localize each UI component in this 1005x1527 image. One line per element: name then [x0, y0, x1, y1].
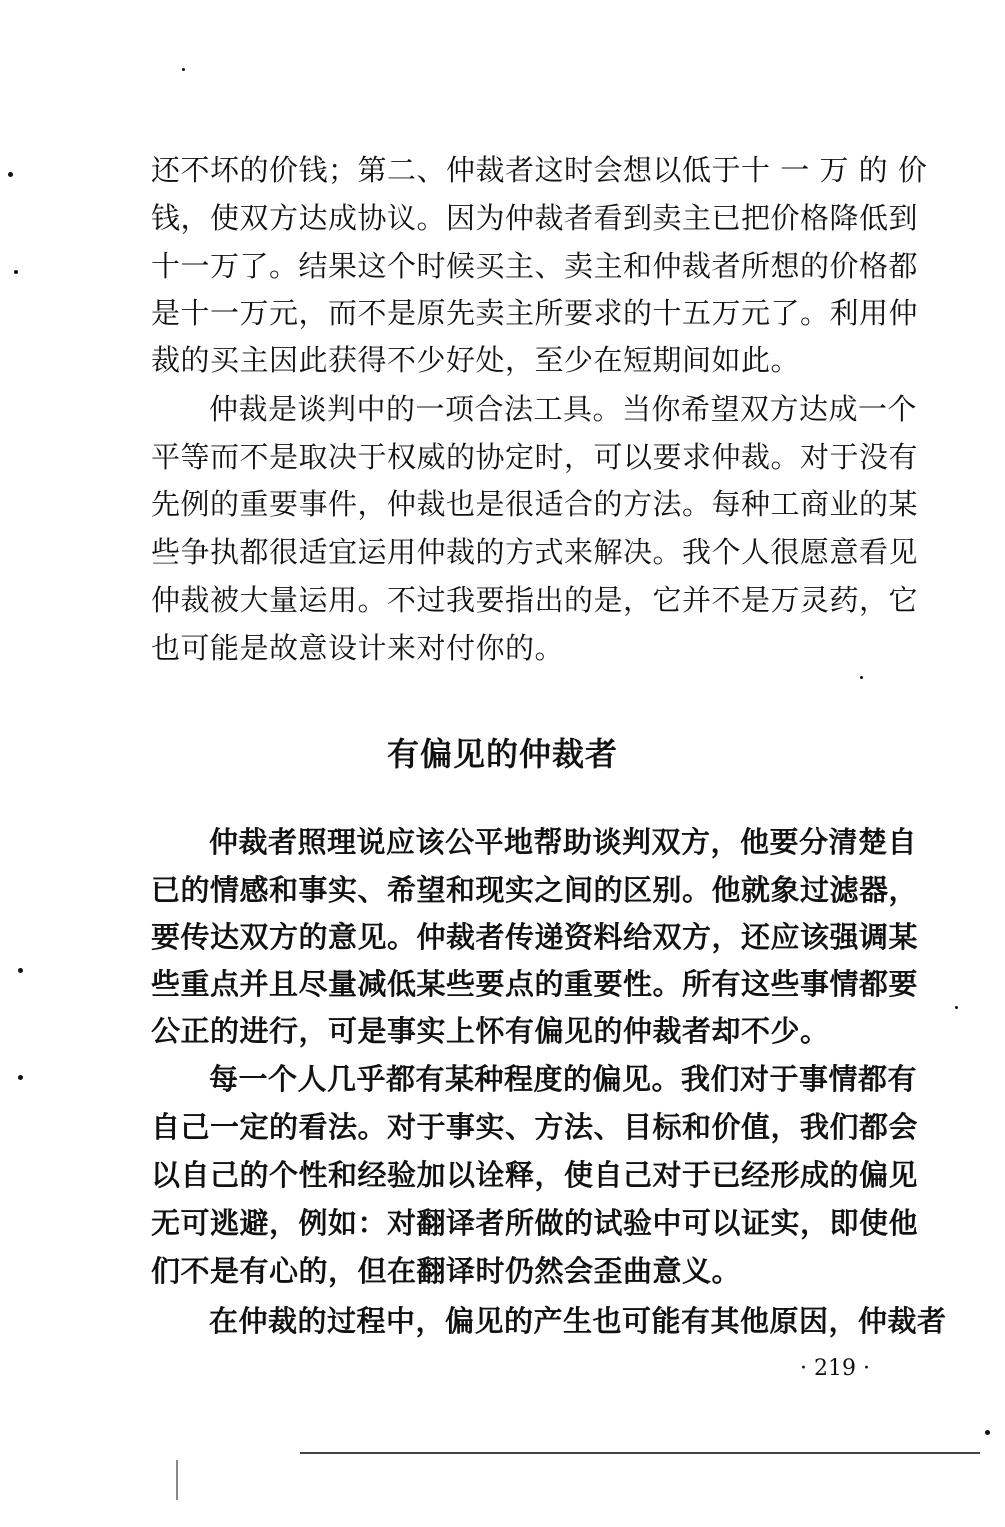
scan-speck: [14, 270, 18, 274]
text-line: 已的情感和事实、希望和现实之间的区别。他就象过滤器，: [151, 873, 919, 907]
scan-speck: [18, 1075, 23, 1080]
text-line: 仲裁者照理说应该公平地帮助谈判双方，他要分清楚自: [209, 825, 918, 859]
text-line: 每一个人几乎都有某种程度的偏见。我们对于事情都有: [209, 1062, 918, 1096]
scan-speck: [182, 68, 185, 71]
text-line: 裁的买主因此获得不少好处，至少在短期间如此。: [151, 343, 801, 377]
text-line: 先例的重要事件，仲裁也是很适合的方法。每种工商业的某: [151, 487, 919, 521]
text-line: 仲裁是谈判中的一项合法工具。当你希望双方达成一个: [209, 392, 918, 426]
page-number: · 219 ·: [800, 1356, 870, 1381]
text-line: 仲裁被大量运用。不过我要指出的是，它并不是万灵药，它: [151, 583, 919, 617]
text-line: 平等而不是取决于权威的协定时，可以要求仲裁。对于没有: [151, 440, 919, 474]
text-line: 还不坏的价钱；第二、仲裁者这时会想以低于十 一 万 的 价: [151, 153, 928, 187]
text-line: 公正的进行，可是事实上怀有偏见的仲裁者却不少。: [151, 1014, 830, 1048]
bottom-rule: [300, 1452, 980, 1454]
text-line: 十一万了。结果这个时候买主、卖主和仲裁者所想的价格都: [151, 249, 919, 283]
scan-speck: [8, 172, 13, 177]
scan-mark: [176, 1460, 178, 1500]
scan-speck: [955, 1006, 958, 1009]
text-line: 也可能是故意设计来对付你的。: [151, 631, 565, 665]
text-line: 们不是有心的，但在翻译时仍然会歪曲意义。: [151, 1254, 742, 1288]
section-title: 有偏见的仲裁者: [386, 735, 618, 773]
text-line: 自己一定的看法。对于事实、方法、目标和价值，我们都会: [151, 1110, 919, 1144]
text-line: 在仲裁的过程中，偏见的产生也可能有其他原因，仲裁者: [209, 1304, 947, 1338]
scan-speck: [860, 676, 863, 679]
text-line: 钱，使双方达成协议。因为仲裁者看到卖主已把价格降低到: [151, 201, 919, 235]
text-line: 要传达双方的意见。仲裁者传递资料给双方，还应该强调某: [151, 920, 919, 954]
text-line: 无可逃避，例如：对翻译者所做的试验中可以证实，即使他: [151, 1206, 919, 1240]
scan-speck: [18, 968, 23, 973]
text-line: 些重点并且尽量减低某些要点的重要性。所有这些事情都要: [151, 967, 919, 1001]
scan-speck: [985, 1430, 990, 1435]
text-line: 是十一万元，而不是原先卖主所要求的十五万元了。利用仲: [151, 296, 919, 330]
text-line: 些争执都很适宜运用仲裁的方式来解决。我个人很愿意看见: [151, 535, 919, 569]
text-line: 以自己的个性和经验加以诠释，使自己对于已经形成的偏见: [151, 1158, 919, 1192]
